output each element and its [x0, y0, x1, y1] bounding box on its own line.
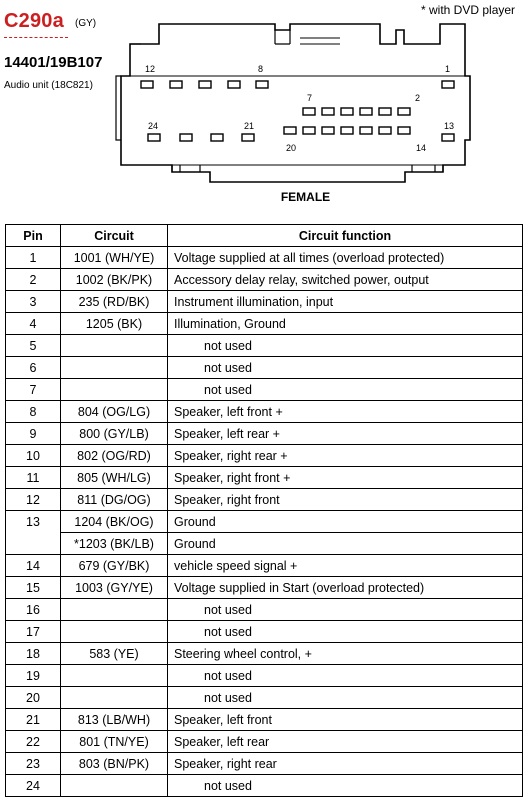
pin-cell: 16: [6, 599, 61, 621]
circuit-cell: [61, 379, 168, 401]
function-cell: Ground: [168, 511, 523, 533]
function-cell: not used: [168, 599, 523, 621]
pin-cell: 8: [6, 401, 61, 423]
circuit-cell: 679 (GY/BK): [61, 555, 168, 577]
pin-cell: 23: [6, 753, 61, 775]
pin-label-12: 12: [145, 64, 156, 74]
table-row: [6, 709, 523, 731]
table-row: [6, 269, 523, 291]
circuit-cell: [61, 775, 168, 797]
table-row: [6, 291, 523, 313]
pin-cell: [6, 533, 61, 555]
function-cell: not used: [168, 621, 523, 643]
function-cell: Voltage supplied at all times (overload protected): [168, 247, 523, 269]
table-row: [6, 775, 523, 797]
function-cell: not used: [168, 665, 523, 687]
pin-cell: 18: [6, 643, 61, 665]
table-row: [6, 247, 523, 269]
function-cell: not used: [168, 357, 523, 379]
connector-id: C290a: [4, 10, 64, 32]
function-cell: Speaker, right rear: [168, 753, 523, 775]
pin-cell: 17: [6, 621, 61, 643]
function-cell: Voltage supplied in Start (overload protected): [168, 577, 523, 599]
pin-cell: 13: [6, 511, 61, 533]
column-header-function: Circuit function: [168, 225, 523, 247]
pin-label-8: 8: [258, 64, 264, 74]
pin-cell: 2: [6, 269, 61, 291]
function-cell: Speaker, right front: [168, 489, 523, 511]
dvd-footnote: * with DVD player: [421, 3, 516, 17]
connector-gender-label: FEMALE: [280, 190, 331, 204]
pin-cell: 9: [6, 423, 61, 445]
circuit-cell: 801 (TN/YE): [61, 731, 168, 753]
pin-cell: 15: [6, 577, 61, 599]
function-cell: Steering wheel control, +: [168, 643, 523, 665]
function-cell: Ground: [168, 533, 523, 555]
circuit-cell: 805 (WH/LG): [61, 467, 168, 489]
pin-cell: 5: [6, 335, 61, 357]
table-row: [6, 555, 523, 577]
pin-label-20: 20: [286, 143, 297, 153]
pinout-table: [5, 224, 523, 797]
table-row: [6, 621, 523, 643]
table-row: [6, 379, 523, 401]
pin-cell: 3: [6, 291, 61, 313]
function-cell: vehicle speed signal +: [168, 555, 523, 577]
circuit-cell: [61, 687, 168, 709]
function-cell: Illumination, Ground: [168, 313, 523, 335]
pin-cell: 1: [6, 247, 61, 269]
pin-cell: 20: [6, 687, 61, 709]
circuit-cell: 813 (LB/WH): [61, 709, 168, 731]
pin-cell: 22: [6, 731, 61, 753]
circuit-cell: [61, 599, 168, 621]
table-row: [6, 335, 523, 357]
circuit-cell: 1001 (WH/YE): [61, 247, 168, 269]
column-header-circuit: Circuit: [61, 225, 168, 247]
function-cell: not used: [168, 687, 523, 709]
circuit-cell: 811 (DG/OG): [61, 489, 168, 511]
table-row: [6, 467, 523, 489]
function-cell: Speaker, left front +: [168, 401, 523, 423]
table-row: [6, 445, 523, 467]
function-cell: Speaker, left rear +: [168, 423, 523, 445]
table-row: [6, 731, 523, 753]
pin-cell: 10: [6, 445, 61, 467]
connector-face-diagram: [0, 0, 531, 200]
circuit-cell: 1205 (BK): [61, 313, 168, 335]
circuit-cell: [61, 665, 168, 687]
pin-label-7: 7: [307, 93, 313, 103]
pin-label-21: 21: [244, 121, 255, 131]
pin-label-14: 14: [416, 143, 427, 153]
table-row: [6, 357, 523, 379]
circuit-cell: 583 (YE): [61, 643, 168, 665]
pin-cell: 6: [6, 357, 61, 379]
function-cell: Instrument illumination, input: [168, 291, 523, 313]
pin-label-1: 1: [445, 64, 451, 74]
circuit-cell: 803 (BN/PK): [61, 753, 168, 775]
table-row: [6, 665, 523, 687]
pin-cell: 21: [6, 709, 61, 731]
circuit-cell: 1003 (GY/YE): [61, 577, 168, 599]
pin-cell: 11: [6, 467, 61, 489]
function-cell: Speaker, left rear: [168, 731, 523, 753]
pin-cell: 7: [6, 379, 61, 401]
connector-housing: [121, 24, 470, 182]
pin-label-2: 2: [415, 93, 421, 103]
pin-cell: 19: [6, 665, 61, 687]
circuit-cell: 1002 (BK/PK): [61, 269, 168, 291]
pin-cell: 14: [6, 555, 61, 577]
pin-cell: 24: [6, 775, 61, 797]
table-row: [6, 511, 523, 533]
column-header-pin: Pin: [6, 225, 61, 247]
function-cell: Speaker, right front +: [168, 467, 523, 489]
function-cell: Accessory delay relay, switched power, output: [168, 269, 523, 291]
circuit-cell: 235 (RD/BK): [61, 291, 168, 313]
pin-cavities: [141, 81, 454, 141]
circuit-cell: 1204 (BK/OG): [61, 511, 168, 533]
component-name: Audio unit (18C821): [4, 80, 93, 91]
table-row: [6, 423, 523, 445]
part-number: 14401/19B107: [4, 54, 103, 71]
circuit-cell: 800 (GY/LB): [61, 423, 168, 445]
pin-label-13: 13: [444, 121, 455, 131]
circuit-cell: [61, 621, 168, 643]
function-cell: Speaker, left front: [168, 709, 523, 731]
connector-color: (GY): [75, 18, 97, 29]
circuit-cell: 802 (OG/RD): [61, 445, 168, 467]
circuit-cell: *1203 (BK/LB): [61, 533, 168, 555]
function-cell: not used: [168, 379, 523, 401]
table-row: [6, 489, 523, 511]
pin-cell: 4: [6, 313, 61, 335]
table-header-row: [6, 225, 523, 247]
table-row: [6, 533, 523, 555]
table-row: [6, 687, 523, 709]
table-row: [6, 643, 523, 665]
circuit-cell: [61, 357, 168, 379]
function-cell: not used: [168, 335, 523, 357]
circuit-cell: [61, 335, 168, 357]
pin-cell: 12: [6, 489, 61, 511]
function-cell: Speaker, right rear +: [168, 445, 523, 467]
table-row: [6, 599, 523, 621]
pin-label-24: 24: [148, 121, 159, 131]
circuit-cell: 804 (OG/LG): [61, 401, 168, 423]
table-row: [6, 577, 523, 599]
table-row: [6, 753, 523, 775]
table-row: [6, 313, 523, 335]
table-row: [6, 401, 523, 423]
function-cell: not used: [168, 775, 523, 797]
